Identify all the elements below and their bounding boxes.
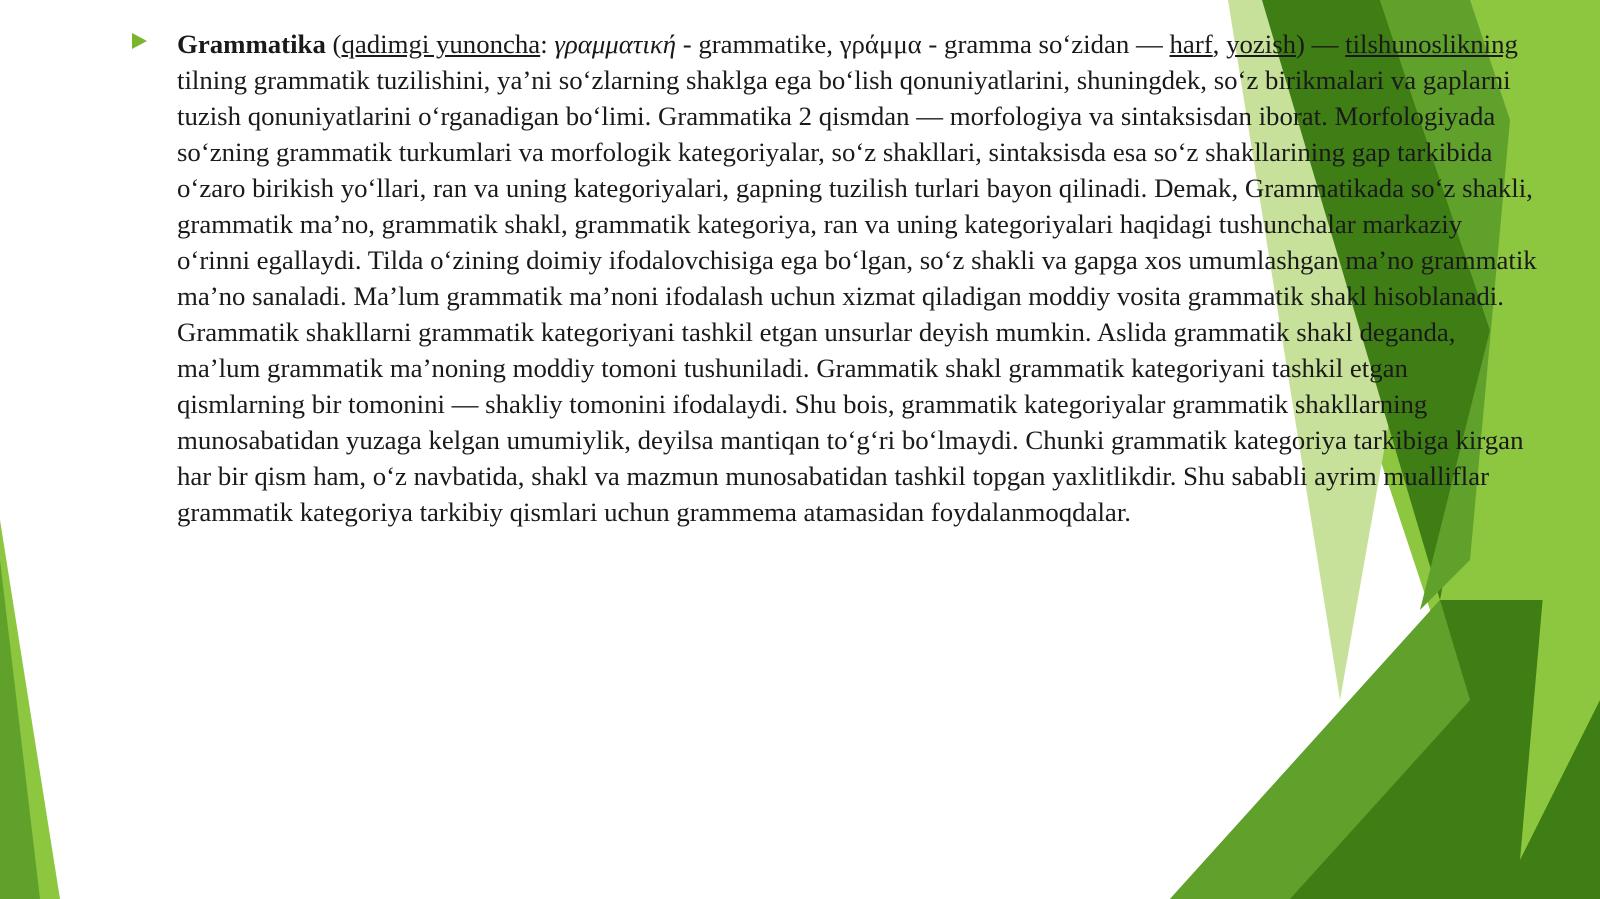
link-harf[interactable]: harf [1169,29,1213,59]
greek-term: γραμματική [554,29,676,59]
slide-content [130,26,1540,530]
bullet-shape [132,33,147,49]
link-yozish[interactable]: yozish [1226,29,1297,59]
paragraph-body: tilning grammatik tuzilishini, ya’ni so‘zlarning shaklga ega bo‘lish qonuniyatlarini, shuningdek, so‘z birikmalari va gaplarni tuzish qonuniyatlarini o‘rganadigan bo‘limi. Grammatika 2 qismdan — morfologiya va sintaksisdan iborat. Morfologiyada so‘zning grammatik turkumlari va morfologik kategoriyalar, so‘z shakllari, sintaksisda esa so‘z shakllarining gap tarkibida o‘zaro birikish yo‘llari, ran va uning kategoriyalari, gapning tuzilish turlari bayon qilinadi. Demak, Grammatikada so‘z shakli, grammatik ma’no, grammatik shakl, grammatik kategoriya, ran va uning kategoriyalari haqidagi tushunchalar markaziy o‘rinni egallaydi. Tilda o‘zining doimiy ifodalovchisiga ega bo‘lgan, so‘z shakli va gapga xos umumlashgan ma’no grammatik ma’no sanaladi. Ma’lum grammatik ma’noni ifodalash uchun xizmat qiladigan moddiy vosita grammatik shakl hisoblanadi. Grammatik shakllarni grammatik kategoriyani tashkil etgan unsurlar deyish mumkin. Aslida grammatik shakl deganda, ma’lum grammatik ma’noning moddiy tomoni tushuniladi. Grammatik shakl grammatik kategoriyani tashkil etgan qismlarning bir tomonini — shakliy tomonini ifodalaydi. Shu bois, grammatik kategoriyalar grammatik shakllarning munosabatidan yuzaga kelgan umumiylik, deyilsa mantiqan to‘g‘ri bo‘lmaydi. Chunki grammatik kategoriya tarkibiga kirgan har bir qism ham, o‘z navbatida, shakl va mazmun munosabatidan tashkil topgan yaxlitlikdir. Shu sababli ayrim mualliflar grammatik kategoriya tarkibiy qismlari uchun grammema atamasidan foydalanmoqdalar. [177,65,1537,527]
grammar-paragraph [130,26,1540,530]
link-tilshunoslik[interactable]: tilshunoslikning [1345,29,1518,59]
triangle-right-icon [130,32,148,50]
link-qadimgi-yunoncha[interactable]: qadimgi yunoncha [341,29,541,59]
term-grammatika: Grammatika [177,29,326,59]
colon: : [540,29,555,59]
comma: , [1212,29,1227,59]
close-paren: ) — [1296,29,1346,59]
open-paren: ( [325,29,342,59]
segment-1: - grammatike, γράμμα - gramma so‘zidan — [676,29,1170,59]
